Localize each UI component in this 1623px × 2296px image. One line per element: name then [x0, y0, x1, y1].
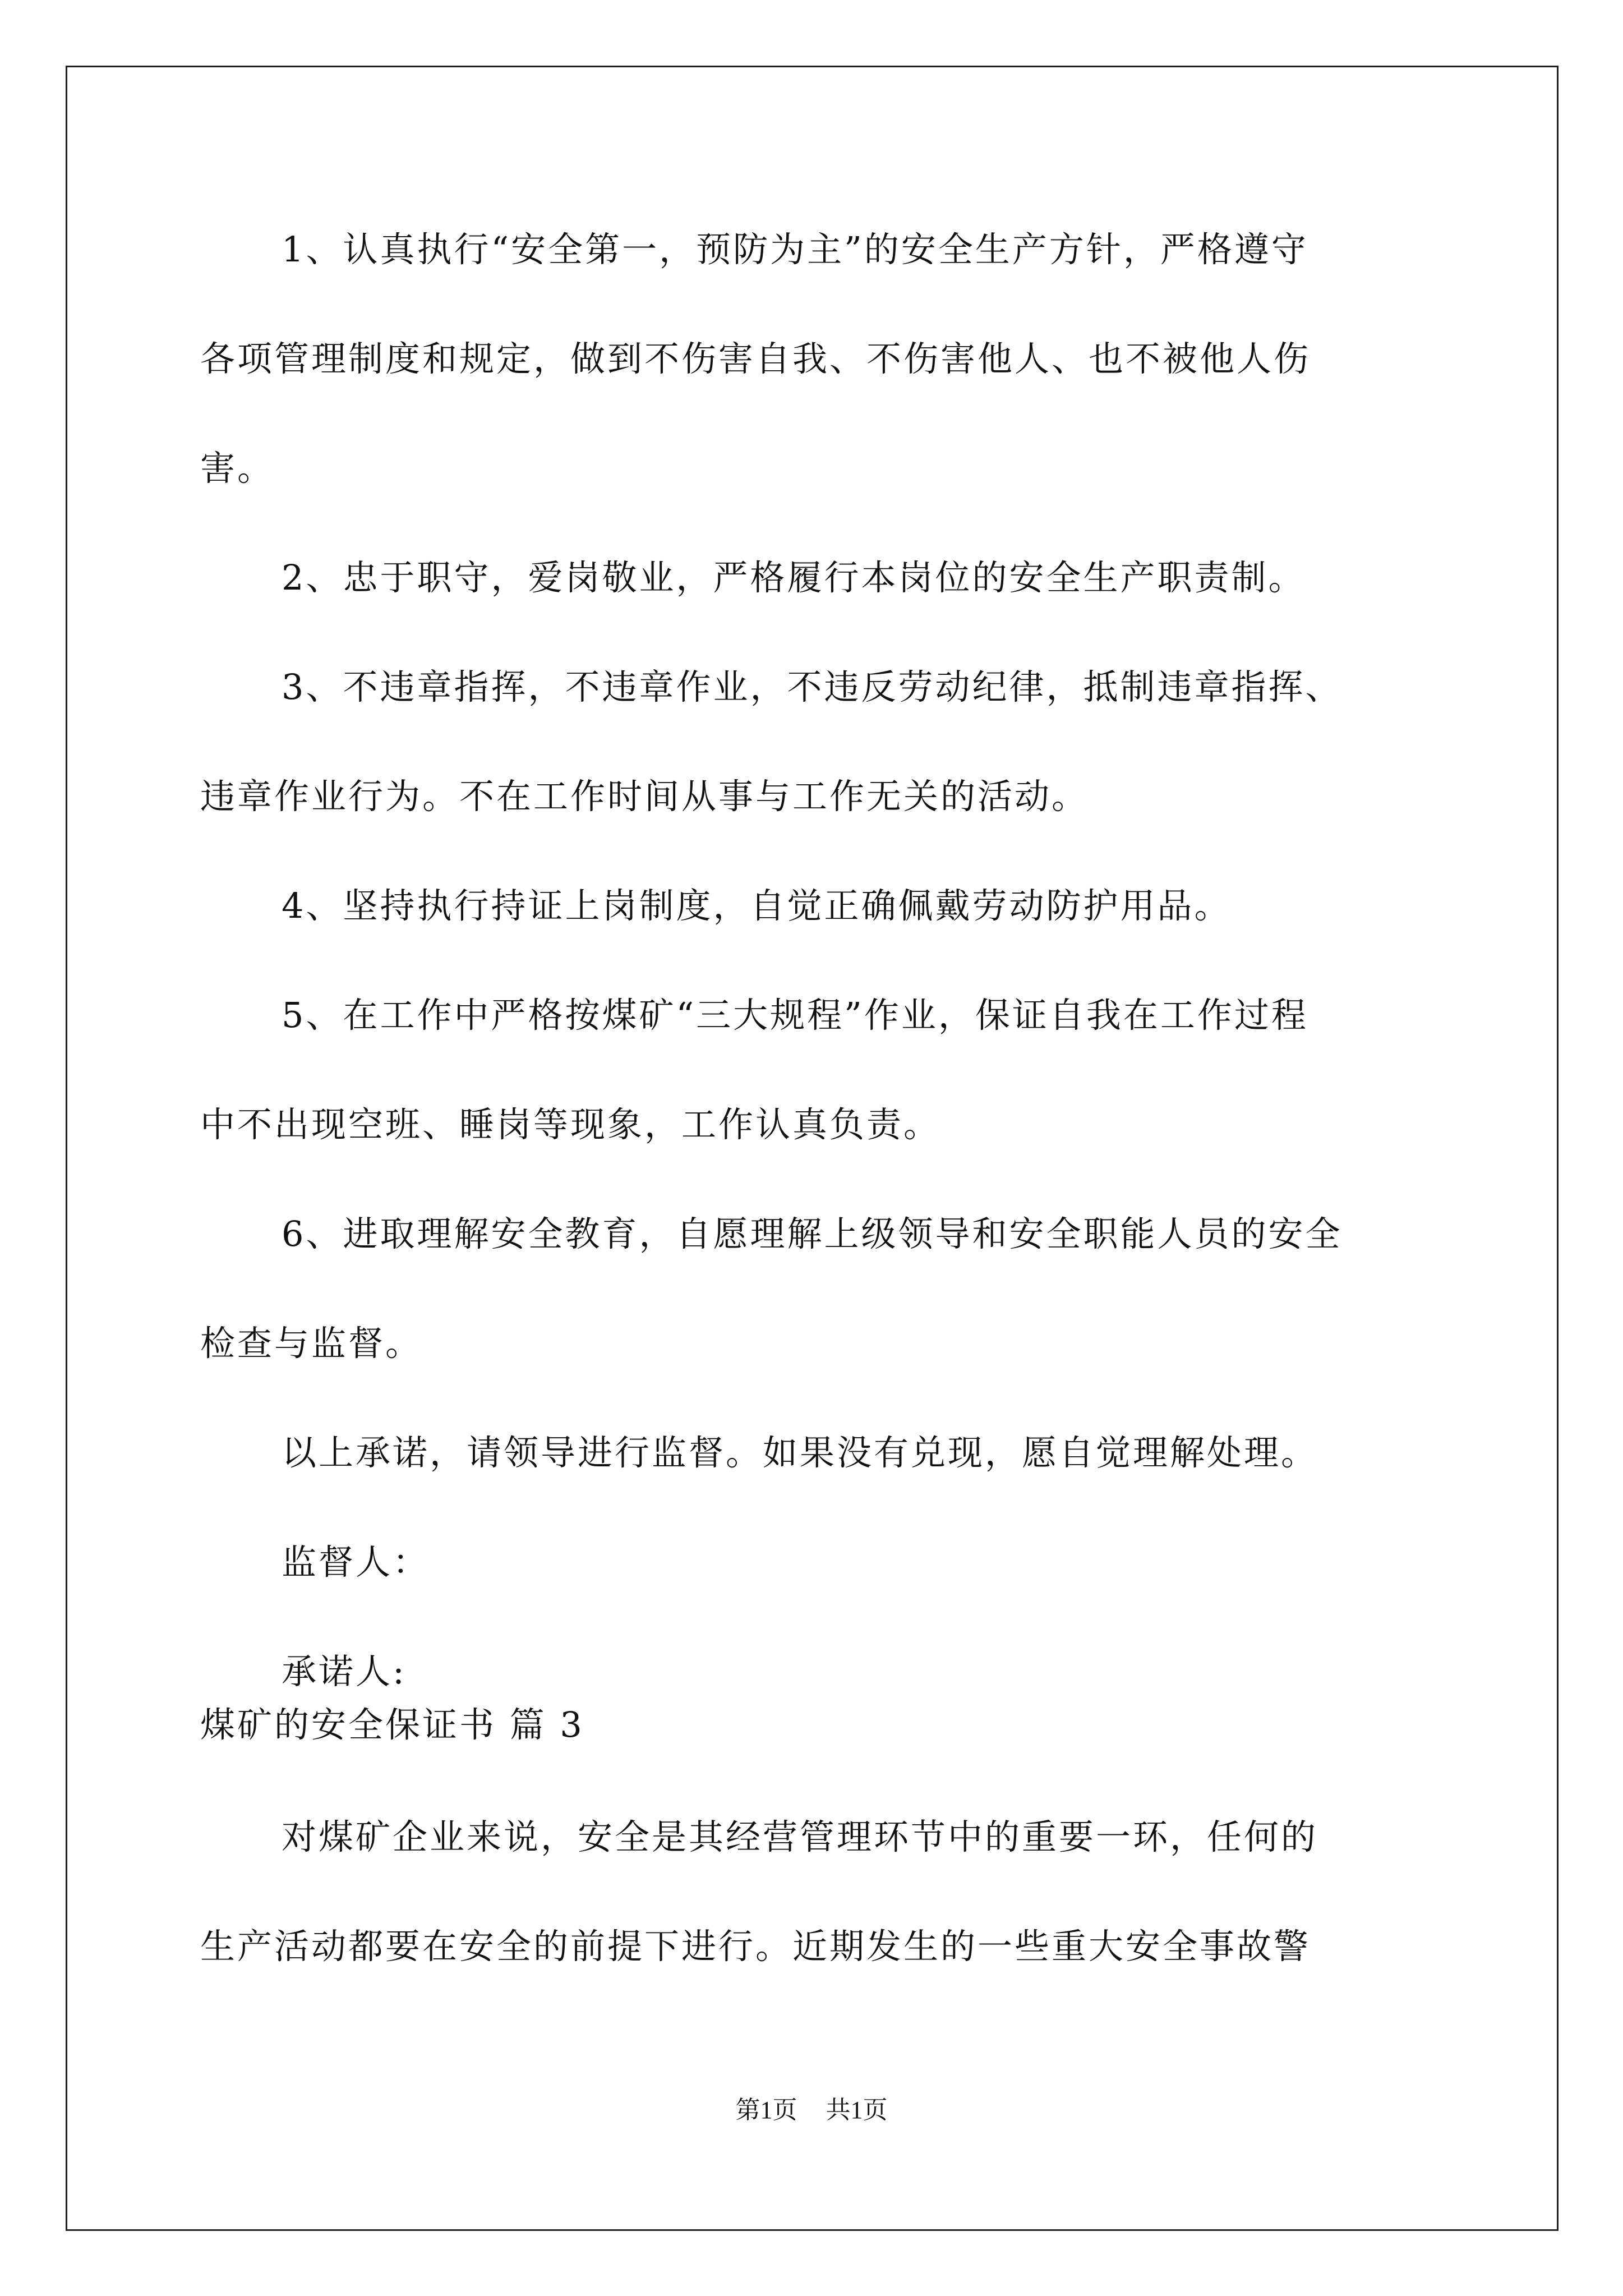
supervisor-label: 监督人：: [282, 1542, 430, 1582]
page-border: [66, 66, 1559, 2231]
paragraph-3-line-1: 3、不违章指挥，不违章作业，不违反劳动纪律，抵制违章指挥、: [282, 666, 1343, 707]
paragraph-1-line-1: 1、认真执行“安全第一，预防为主”的安全生产方针，严格遵守: [282, 229, 1308, 270]
paragraph-7-line-2: 生产活动都要在安全的前提下进行。近期发生的一些重大安全事故警: [200, 1926, 1311, 1967]
paragraph-5-line-2: 中不出现空班、睡岗等现象，工作认真负责。: [200, 1104, 941, 1145]
paragraph-6-line-2: 检查与监督。: [200, 1323, 423, 1364]
paragraph-1-line-2: 各项管理制度和规定，做到不伤害自我、不伤害他人、也不被他人伤: [200, 338, 1311, 379]
paragraph-5-line-1: 5、在工作中严格按煤矿“三大规程”作业，保证自我在工作过程: [282, 995, 1308, 1036]
paragraph-7-line-1: 对煤矿企业来说，安全是其经营管理环节中的重要一环，任何的: [282, 1816, 1318, 1857]
page-total: 共1页: [826, 2096, 888, 2124]
paragraph-1-line-3: 害。: [200, 448, 275, 489]
paragraph-4: 4、坚持执行持证上岗制度，自觉正确佩戴劳动防护用品。: [282, 885, 1232, 926]
paragraph-2: 2、忠于职守，爱岗敬业，严格履行本岗位的安全生产职责制。: [282, 557, 1306, 598]
page-footer: [0, 2090, 1623, 2125]
section-heading: 煤矿的安全保证书 篇 3: [200, 1704, 584, 1745]
page-number: 第1页: [735, 2096, 797, 2124]
closing-statement: 以上承诺，请领导进行监督。如果没有兑现，愿自觉理解处理。: [282, 1432, 1318, 1473]
paragraph-6-line-1: 6、进取理解安全教育，自愿理解上级领导和安全职能人员的安全: [282, 1213, 1343, 1254]
promisor-label: 承诺人:: [282, 1651, 407, 1692]
paragraph-3-line-2: 违章作业行为。不在工作时间从事与工作无关的活动。: [200, 776, 1089, 817]
